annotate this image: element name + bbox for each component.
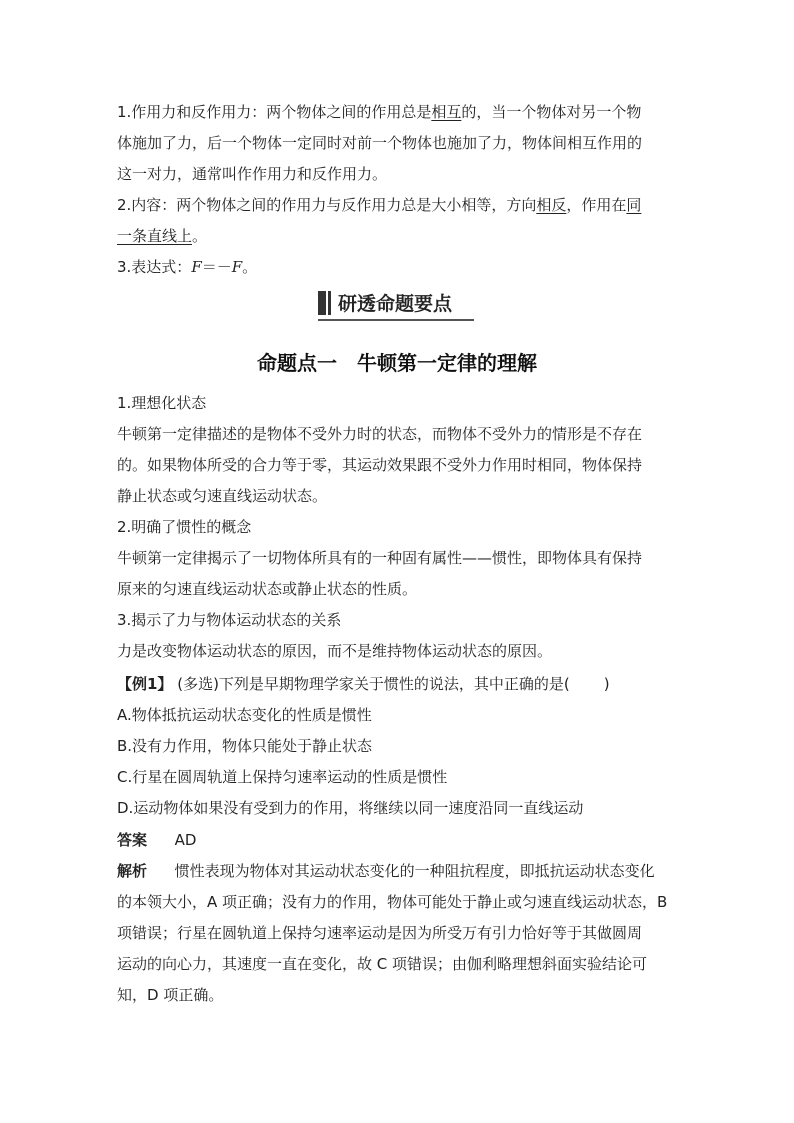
formula-operator: ＝－ <box>201 258 232 276</box>
analysis-text: 知，D 项正确。 <box>117 986 224 1004</box>
section-banner <box>318 289 474 321</box>
intro-line-2: 体施加了力，后一个物体一定同时对前一个物体也施加了力，物体间相互作用的 <box>117 134 643 152</box>
point-text: 静止状态或匀速直线运动状态。 <box>117 487 328 505</box>
underlined-term: 同 <box>626 196 642 214</box>
analysis-text: 惯性表现为物体对其运动状态变化的一种阻抗程度，即抵抗运动状态变化 <box>174 862 655 880</box>
analysis-label: 解析 <box>117 862 148 880</box>
point-heading: 3.揭示了力与物体运动状态的关系 <box>117 611 342 629</box>
example-question <box>117 674 610 694</box>
option-a: A.物体抵抗运动状态变化的性质是惯性 <box>117 706 372 724</box>
banner-bar-icon <box>328 291 331 315</box>
point-text: 的。如果物体所受的合力等于零，其运动效果跟不受外力作用时相同，物体保持 <box>117 456 643 474</box>
point-text: 牛顿第一定律揭示了一切物体所具有的一种固有属性——惯性，即物体具有保持 <box>117 549 643 567</box>
formula-variable: F <box>231 258 243 276</box>
formula-line <box>117 257 257 277</box>
underlined-term: 相反 <box>536 196 567 214</box>
analysis-line <box>117 861 655 881</box>
point-heading: 1.理想化状态 <box>117 394 207 412</box>
intro-line-5 <box>117 226 207 246</box>
formula-end: 。 <box>242 258 258 276</box>
point-heading: 2.明确了惯性的概念 <box>117 518 252 536</box>
underlined-term: 一条直线上 <box>117 227 193 245</box>
option-b: B.没有力作用，物体只能处于静止状态 <box>117 737 373 755</box>
intro-text: 的，当一个物体对另一个物 <box>461 103 642 121</box>
point-text: 力是改变物体运动状态的原因，而不是维持物体运动状态的原因。 <box>117 642 553 660</box>
example-tag: 【例1】 <box>117 675 173 693</box>
example-paren-close: ) <box>603 675 610 693</box>
section-title: 命题点一 牛顿第一定律的理解 <box>257 351 537 375</box>
intro-text: ，作用在 <box>566 196 627 214</box>
answer-value: AD <box>174 831 197 849</box>
intro-text: 1.作用力和反作用力：两个物体之间的作用总是 <box>117 103 432 121</box>
option-d: D.运动物体如果没有受到力的作用，将继续以同一速度沿同一直线运动 <box>117 799 584 817</box>
analysis-text: 的本领大小，A 项正确；没有力的作用，物体可能处于静止或匀速直线运动状态，B <box>117 893 668 911</box>
intro-line-4 <box>117 195 641 215</box>
answer-line <box>117 830 196 850</box>
underlined-term: 相互 <box>431 103 462 121</box>
formula-label: 3.表达式： <box>117 258 192 276</box>
intro-line-3: 这一对力，通常叫作作用力和反作用力。 <box>117 165 388 183</box>
example-question-text: (多选)下列是早期物理学家关于惯性的说法，其中正确的是( <box>177 675 570 693</box>
point-text: 原来的匀速直线运动状态或静止状态的性质。 <box>117 580 418 598</box>
option-c: C.行星在圆周轨道上保持匀速率运动的性质是惯性 <box>117 768 448 786</box>
intro-text: 。 <box>192 227 208 245</box>
analysis-text: 运动的向心力，其速度一直在变化，故 C 项错误；由伽利略理想斜面实验结论可 <box>117 955 648 973</box>
analysis-text: 项错误；行星在圆轨道上保持匀速率运动是因为所受万有引力恰好等于其做圆周 <box>117 924 643 942</box>
intro-text: 2.内容：两个物体之间的作用力与反作用力总是大小相等，方向 <box>117 196 537 214</box>
point-text: 牛顿第一定律描述的是物体不受外力时的状态，而物体不受外力的情形是不存在 <box>117 425 643 443</box>
intro-line-1 <box>117 102 641 122</box>
banner-bar-icon <box>318 291 326 315</box>
formula-variable: F <box>191 258 202 276</box>
banner-title: 研透命题要点 <box>338 293 453 315</box>
answer-label: 答案 <box>117 831 148 849</box>
